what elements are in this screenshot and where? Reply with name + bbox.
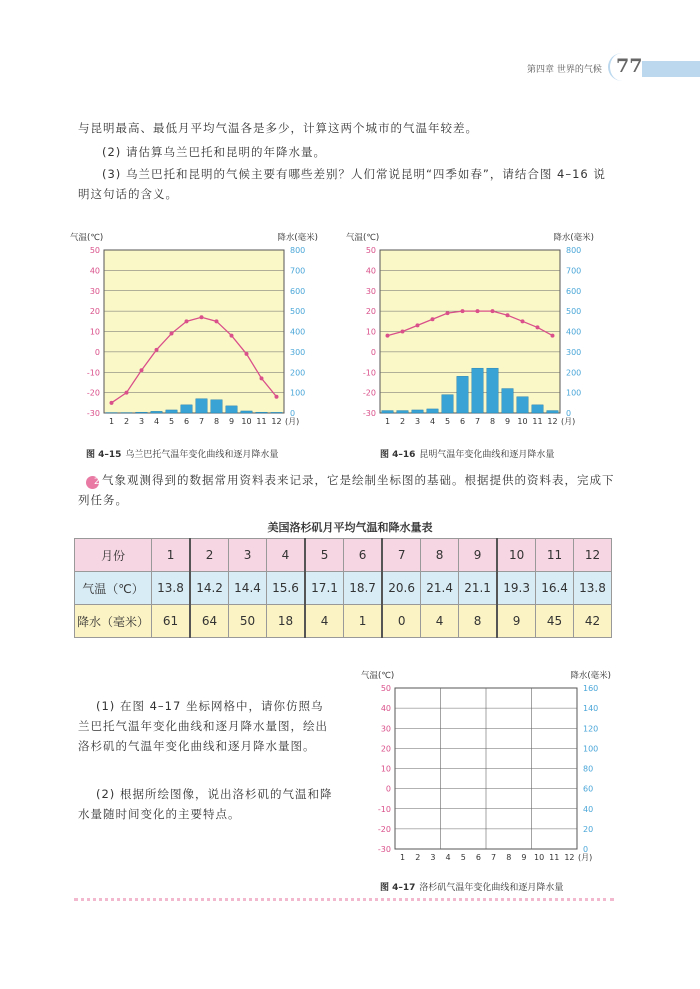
month-tick-label: 11 (549, 853, 560, 862)
temp-tick-label: -30 (86, 409, 100, 418)
rain-tick-label: 120 (583, 724, 599, 734)
temp-tick-label: 30 (365, 286, 376, 296)
temperature-point (476, 309, 480, 313)
rain-tick-label: 0 (290, 409, 296, 418)
rain-tick-label: 160 (583, 684, 599, 693)
month-unit-label: (月) (561, 417, 576, 426)
temperature-point (551, 334, 555, 338)
task-2: (2) 根据所绘图像，说出洛杉矶的气温和降水量随时间变化的主要特点。 (78, 787, 333, 821)
caption-text: 昆明气温年变化曲线和逐月降水量 (419, 450, 555, 460)
precip-bar (382, 411, 393, 413)
precip-bar (502, 389, 513, 413)
rain-tick-label: 200 (290, 368, 306, 378)
table-row-temperature (75, 572, 612, 605)
temperature-point (401, 330, 405, 334)
temp-tick-label: -10 (86, 368, 100, 378)
bottom-dotted-divider (74, 898, 614, 901)
rain-tick-label: 700 (290, 266, 306, 276)
precip-bar (442, 395, 453, 413)
rain-tick-label: 0 (566, 409, 572, 418)
precip-bar (196, 399, 207, 413)
row-header: 气温（℃） (75, 572, 152, 605)
temp-cell: 13.8 (152, 572, 191, 605)
temp-tick-label: 20 (380, 744, 391, 754)
temp-tick-label: 50 (89, 246, 100, 255)
temperature-point (446, 311, 450, 315)
month-tick-label: 12 (547, 417, 558, 426)
task-1: (1) 在图 4–17 坐标网格中，请你仿照乌兰巴托气温年变化曲线和逐月降水量图，绘出洛杉矶的气温年变化曲线和逐月降水量图。 (78, 699, 328, 753)
temp-tick-label: 0 (94, 347, 100, 357)
temperature-point (170, 332, 174, 336)
month-tick-label: 9 (228, 417, 235, 426)
month-tick-label: 5 (168, 417, 175, 426)
temperature-point (185, 319, 189, 323)
rain-cell: 4 (305, 605, 344, 638)
month-tick-label: 6 (183, 417, 190, 426)
temperature-point (215, 319, 219, 323)
temp-tick-label: 30 (380, 724, 391, 734)
temp-tick-label: 30 (89, 286, 100, 296)
temp-tick-label: -20 (362, 388, 376, 398)
month-unit-label: (月) (285, 417, 300, 426)
temp-tick-label: -30 (377, 845, 391, 854)
precip-bar (181, 405, 192, 413)
temp-cell: 18.7 (344, 572, 383, 605)
rain-tick-label: 300 (290, 347, 306, 357)
precip-bar (412, 410, 423, 413)
temp-cell: 20.6 (382, 572, 421, 605)
month-tick-label: 2 (399, 417, 406, 426)
precip-bar (136, 412, 147, 413)
precip-bar (472, 368, 483, 413)
rain-tick-label: 0 (583, 845, 589, 854)
caption-text: 乌兰巴托气温年变化曲线和逐月降水量 (125, 450, 279, 460)
month-tick-label: 8 (489, 417, 496, 426)
temp-tick-label: -10 (377, 804, 391, 814)
month-tick-label: 1 (384, 417, 391, 426)
month-tick-label: 12 (271, 417, 282, 426)
rain-tick-label: 100 (566, 388, 582, 398)
month-tick-label: 7 (491, 853, 497, 862)
table-row-precipitation (75, 605, 612, 638)
month-tick-label: 5 (460, 853, 466, 862)
month-tick-label: 3 (138, 417, 145, 426)
precip-bar (256, 412, 267, 413)
rain-tick-label: 80 (583, 764, 594, 774)
month-cell: 4 (266, 539, 305, 572)
temp-tick-label: 40 (380, 704, 391, 714)
month-cell: 9 (459, 539, 498, 572)
temperature-point (245, 352, 249, 356)
rain-tick-label: 600 (290, 286, 306, 296)
temperature-point (386, 334, 390, 338)
temp-tick-label: -30 (362, 409, 376, 418)
rain-tick-label: 100 (583, 744, 599, 754)
month-tick-label: 5 (444, 417, 451, 426)
page-number: 77 (616, 55, 643, 77)
temperature-point (230, 334, 234, 338)
temperature-point (260, 376, 264, 380)
month-tick-label: 8 (213, 417, 220, 426)
temp-tick-label: 20 (89, 307, 100, 317)
precip-bar (241, 411, 252, 413)
precip-bar (427, 409, 438, 413)
month-tick-label: 8 (506, 853, 512, 862)
temperature-point (461, 309, 465, 313)
month-tick-label: 11 (256, 417, 267, 426)
rain-cell: 42 (574, 605, 612, 638)
table-title: 美国洛杉矶月平均气温和降水量表 (267, 521, 433, 534)
temp-tick-label: 10 (365, 327, 376, 337)
precip-bar (151, 411, 162, 413)
temperature-point (275, 395, 279, 399)
month-cell: 10 (497, 539, 536, 572)
precip-bar (517, 397, 528, 413)
month-tick-label: 3 (430, 853, 436, 862)
month-cell: 6 (344, 539, 383, 572)
temp-tick-label: 0 (370, 347, 376, 357)
row-header: 月份 (75, 539, 152, 572)
month-cell: 12 (574, 539, 612, 572)
month-tick-label: 3 (414, 417, 421, 426)
rain-tick-label: 700 (566, 266, 582, 276)
month-unit-label: (月) (578, 853, 593, 862)
precip-bar (211, 400, 222, 413)
temperature-point (155, 348, 159, 352)
temp-tick-label: 40 (365, 266, 376, 276)
caption-number: 图 4–16 (380, 450, 416, 460)
precip-bar (271, 412, 282, 413)
temperature-point (200, 315, 204, 319)
rain-cell: 1 (344, 605, 383, 638)
month-tick-label: 6 (459, 417, 466, 426)
rain-cell: 50 (229, 605, 267, 638)
month-tick-label: 1 (108, 417, 115, 426)
rain-tick-label: 100 (290, 388, 306, 398)
temp-tick-label: 50 (380, 684, 391, 693)
temp-tick-label: 50 (365, 246, 376, 255)
month-tick-label: 2 (123, 417, 130, 426)
month-cell: 7 (382, 539, 421, 572)
rain-tick-label: 200 (566, 368, 582, 378)
temperature-point (536, 325, 540, 329)
right-axis-label: 降水(毫米) (570, 671, 611, 681)
activity-number-badge: 2 (86, 476, 99, 489)
temp-cell: 15.6 (266, 572, 305, 605)
temperature-point (491, 309, 495, 313)
table-row-months (75, 539, 612, 572)
month-tick-label: 1 (400, 853, 406, 862)
caption-fig-4-15 (86, 447, 278, 460)
precip-bar (226, 406, 237, 413)
month-tick-label: 9 (504, 417, 511, 426)
temperature-point (506, 313, 510, 317)
left-axis-label: 气温(℃) (346, 233, 380, 243)
temp-cell: 17.1 (305, 572, 344, 605)
month-cell: 1 (152, 539, 191, 572)
paragraph-2: (2) 请估算乌兰巴托和昆明的年降水量。 (102, 145, 326, 159)
precip-bar (547, 411, 558, 413)
right-axis-label: 降水(毫米) (277, 233, 318, 243)
temp-cell: 14.4 (229, 572, 267, 605)
temp-tick-label: 0 (385, 784, 391, 794)
chart-kunming (346, 224, 620, 439)
temperature-point (125, 391, 129, 395)
month-cell: 5 (305, 539, 344, 572)
right-axis-label: 降水(毫米) (553, 233, 594, 243)
chart-los-angeles-grid (355, 660, 620, 875)
rain-tick-label: 600 (566, 286, 582, 296)
paragraph-1: 与昆明最高、最低月平均气温各是多少，计算这两个城市的气温年较差。 (78, 121, 478, 135)
rain-cell: 0 (382, 605, 421, 638)
month-tick-label: 10 (241, 417, 252, 426)
caption-number: 图 4–17 (380, 883, 416, 893)
temp-cell: 14.2 (190, 572, 229, 605)
month-cell: 2 (190, 539, 229, 572)
rain-tick-label: 500 (290, 307, 306, 317)
chart-ulaanbaatar (70, 224, 344, 439)
rain-tick-label: 20 (583, 824, 594, 834)
left-axis-label: 气温(℃) (361, 671, 395, 681)
temp-tick-label: 10 (89, 327, 100, 337)
temp-tick-label: -10 (362, 368, 376, 378)
rain-cell: 18 (266, 605, 305, 638)
month-tick-label: 4 (445, 853, 451, 862)
month-tick-label: 9 (521, 853, 527, 862)
precip-bar (487, 368, 498, 413)
temperature-point (110, 401, 114, 405)
temp-tick-label: 10 (380, 764, 391, 774)
rain-tick-label: 400 (290, 327, 306, 337)
rain-tick-label: 40 (583, 804, 594, 814)
rain-tick-label: 500 (566, 307, 582, 317)
caption-text: 洛杉矶气温年变化曲线和逐月降水量 (419, 883, 564, 893)
caption-fig-4-17 (380, 880, 563, 893)
temp-cell: 21.4 (421, 572, 459, 605)
rain-cell: 61 (152, 605, 191, 638)
rain-cell: 64 (190, 605, 229, 638)
climate-table (74, 538, 612, 638)
precip-bar (397, 411, 408, 413)
caption-number: 图 4–15 (86, 450, 122, 460)
temp-tick-label: 40 (89, 266, 100, 276)
rain-tick-label: 800 (290, 246, 306, 255)
precip-bar (532, 405, 543, 413)
left-axis-label: 气温(℃) (70, 233, 104, 243)
paragraph-3: (3) 乌兰巴托和昆明的气候主要有哪些差别？人们常说昆明“四季如春”，请结合图 4–16 说明这句话的含义。 (78, 167, 606, 201)
rain-tick-label: 400 (566, 327, 582, 337)
rain-tick-label: 300 (566, 347, 582, 357)
rain-cell: 9 (497, 605, 536, 638)
rain-cell: 4 (421, 605, 459, 638)
temperature-point (416, 323, 420, 327)
activity-text (78, 470, 618, 510)
precip-bar (457, 376, 468, 413)
month-tick-label: 7 (474, 417, 481, 426)
month-cell: 3 (229, 539, 267, 572)
temp-cell: 16.4 (536, 572, 574, 605)
caption-fig-4-16 (380, 447, 554, 460)
rain-cell: 45 (536, 605, 574, 638)
activity-body: 气象观测得到的数据常用资料表来记录，它是绘制坐标图的基础。根据提供的资料表，完成下列任务。 (78, 473, 615, 507)
month-tick-label: 11 (532, 417, 543, 426)
temp-cell: 19.3 (497, 572, 536, 605)
temperature-point (431, 317, 435, 321)
temp-cell: 13.8 (574, 572, 612, 605)
month-tick-label: 7 (198, 417, 205, 426)
rain-tick-label: 60 (583, 784, 594, 794)
temp-tick-label: 20 (365, 307, 376, 317)
month-tick-label: 4 (153, 417, 160, 426)
temp-cell: 21.1 (459, 572, 498, 605)
chapter-title: 第四章 世界的气候 (527, 65, 602, 75)
month-tick-label: 10 (517, 417, 528, 426)
month-tick-label: 4 (429, 417, 436, 426)
row-header: 降水（毫米） (75, 605, 152, 638)
month-tick-label: 10 (533, 853, 545, 862)
month-cell: 11 (536, 539, 574, 572)
rain-cell: 8 (459, 605, 498, 638)
precip-bar (166, 410, 177, 413)
month-tick-label: 2 (415, 853, 421, 862)
temperature-point (521, 319, 525, 323)
temp-tick-label: -20 (86, 388, 100, 398)
page-header-bar (642, 61, 700, 77)
temperature-point (140, 368, 144, 372)
month-tick-label: 12 (564, 853, 575, 862)
rain-tick-label: 800 (566, 246, 582, 255)
rain-tick-label: 140 (583, 704, 599, 714)
month-tick-label: 6 (475, 853, 481, 862)
temp-tick-label: -20 (377, 824, 391, 834)
month-cell: 8 (421, 539, 459, 572)
